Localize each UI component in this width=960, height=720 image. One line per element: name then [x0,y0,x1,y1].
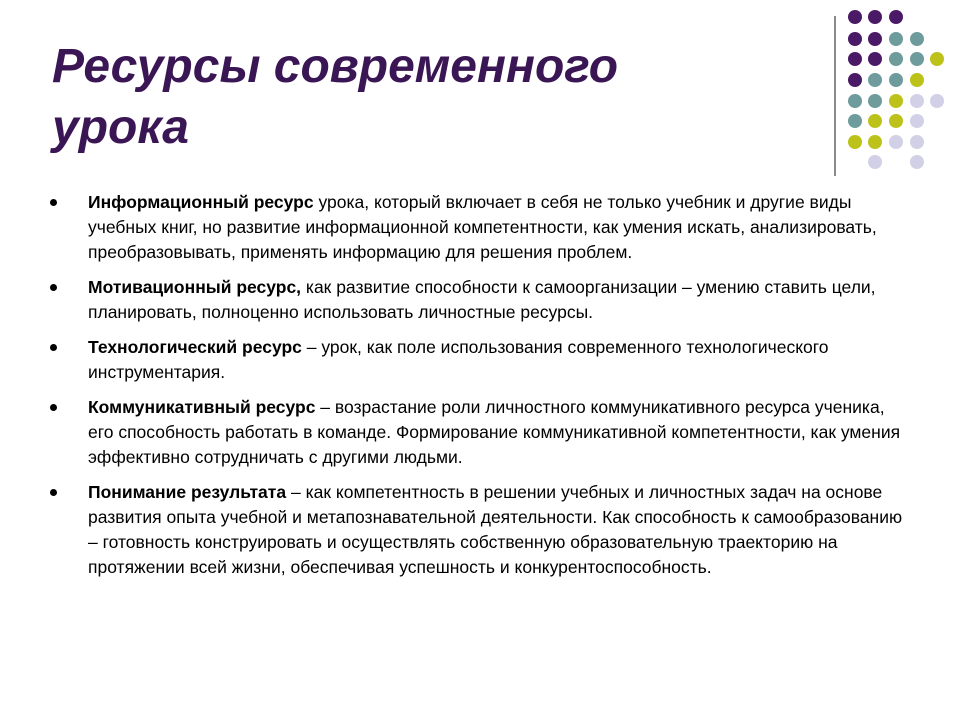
decor-dot [868,155,882,169]
decor-dot [910,114,924,128]
bullet-item-motivational [48,275,908,325]
bullet-item-communicative [48,395,908,470]
title-line-2: урока [52,101,189,154]
decor-dot [889,114,903,128]
decor-dot [910,135,924,149]
decor-dot [910,52,924,66]
bullet-item-result [48,480,908,580]
decor-dot [848,135,862,149]
bullet-term: Технологический ресурс [88,337,302,357]
decor-dot [868,114,882,128]
bullet-item-technological [48,335,908,385]
bullet-dot-icon [50,489,57,496]
bullet-term: Коммуникативный ресурс [88,397,316,417]
decor-dot [889,135,903,149]
bullet-text: – как компетентность в решении учебных и личностных задач на основе развития опыта учебной и метапознавательной деятельности. Как способность к самообразованию – готовность конструировать и осуществлять собственную образовательную траекторию на протяжении всей жизни, обеспечивая успешность и конкурентоспособность. [88,482,903,577]
bullet-list [48,190,908,590]
decor-dot [848,10,862,24]
bullet-text: как развитие способности к самоорганизации – умению ставить цели, планировать, полноценно использовать личностные ресурсы. [88,277,876,322]
decor-dot [868,135,882,149]
bullet-dot-icon [50,284,57,291]
decor-dot [868,10,882,24]
decor-dot [930,52,944,66]
title-line-1: Ресурсы современного [52,40,619,93]
decor-dot [868,73,882,87]
bullet-dot-icon [50,344,57,351]
decor-dot [848,52,862,66]
decor-dot [889,94,903,108]
decor-dot [889,73,903,87]
decor-dot [889,52,903,66]
decor-dot [889,32,903,46]
decor-dot [868,52,882,66]
decorative-divider [834,16,836,176]
decor-dot [889,10,903,24]
decor-dot [868,94,882,108]
decor-dot [848,73,862,87]
decor-dot [930,94,944,108]
bullet-text: – урок, как поле использования современного технологического инструментария. [88,337,829,382]
decor-dot [910,155,924,169]
bullet-text: – возрастание роли личностного коммуникативного ресурса ученика, его способность работать в команде. Формирование коммуникативной компетентности, как умения эффективно сотрудничать с другими людьми. [88,397,901,467]
bullet-term: Информационный ресурс [88,192,314,212]
slide-title [52,36,772,158]
bullet-text: урока, который включает в себя не только учебник и другие виды учебных книг, но развитие информационной компетентности, как умения искать, анализировать, преобразовывать, применять информацию для решения проблем. [88,192,877,262]
bullet-term: Понимание результата [88,482,287,502]
bullet-term: Мотивационный ресурс, [88,277,302,297]
decor-dot [868,32,882,46]
bullet-dot-icon [50,199,57,206]
decor-dot [910,32,924,46]
bullet-dot-icon [50,404,57,411]
decor-dot [910,73,924,87]
decor-dot [848,94,862,108]
decorative-dot-grid [848,10,948,160]
decor-dot [848,114,862,128]
decor-dot [848,32,862,46]
bullet-item-informational [48,190,908,265]
decor-dot [910,94,924,108]
